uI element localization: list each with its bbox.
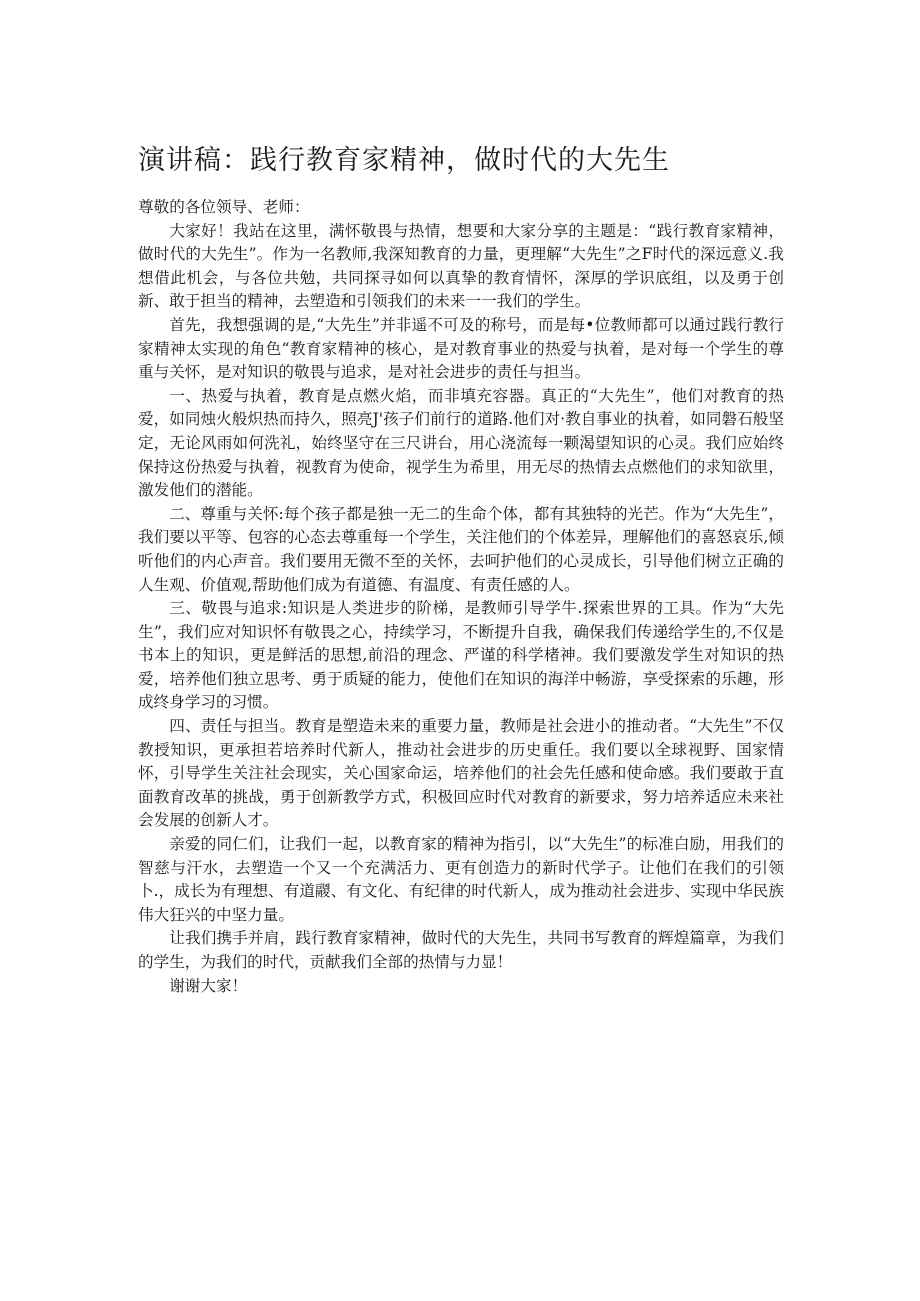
- paragraph-closing: 让我们携手并肩，践行教育家精神，做时代的大先生，共同书写教育的辉煌篇章，为我们的学生，为我们的时代，贡献我们全部的热情与力显！: [138, 929, 784, 971]
- paragraph-call-to-action: 亲爱的同仁们，让我们一起，以教育家的精神为指引，以“大先生”的标准白励，用我们的智慈与汗水，去塑造一个又一个充满活力、更有创造力的新时代学子。让他们在我们的引领卜.，成长为有理想、有道鬷、有文化、有纪律的时代新人，成为推动社会进步、实现中华民族伟大狂兴的中坚力量。: [138, 835, 784, 924]
- paragraph-section-three: 三、敬畏与追求:知识是人类进步的阶梯，是教师引导学牛.探索世界的工具。作为“大先生”，我们应对知识怀有敬畏之心，持续学习，不断提升自我，确保我们传递给学生的,不仅是书本上的知识，更是鲜活的思想,前沿的理念、严谨的科学楮神。我们要激发学生对知识的热爱，培养他们独立思考、勇于质疑的能力，使他们在知识的海洋中畅游，享受探索的乐趣，形成终身学习的习惯。: [138, 599, 784, 712]
- paragraph-thanks: 谢谢大家！: [169, 976, 248, 995]
- document-body: [138, 196, 784, 998]
- paragraph-section-one: 一、热爱与执着，教育是点燃火焰，而非填充容器。真正的“大先生”，他们对教育的热爱，如同烛火般炽热而持久，照亮J'孩子们前行的道路.他们对·教自事业的执着，如同磐石般坚定，无论风雨如何洗礼，始终坚守在三尺讲台，用心浇流每一颗渴望知识的心灵。我们应始终保持这份热爱与执着，视教育为使命，视学生为希里，用无尽的热情去点燃他们的求知欲里，激发他们的潜能。: [138, 386, 784, 500]
- document-title: 演讲稿：践行教育家精神，做时代的大先生: [138, 145, 670, 176]
- salutation: 尊敬的各位领导、老师：: [138, 198, 310, 216]
- paragraph-opening: 大家好！我站在这里，满怀敬畏与热情，想要和大家分享的主题是：“践行教育家精神，做时代的大先生”。作为一名教师,我深知教育的力量，更理解“大先生”之F时代的深远意义.我想借此机会，与各位共勉，共同探寻如何以真挚的教育情怀，深厚的学识底组，以及勇于创新、敢于担当的精神，去塑造和引领我们的未来一一我们的学生。: [138, 221, 784, 311]
- paragraph-section-two: 二、尊重与关怀:每个孩子都是独一无二的生命个体，都有其独特的光芒。作为“大先生”，我们要以平等、包容的心态去尊重每一个学生，关注他们的个体差异，理解他们的喜怒哀乐,倾听他们的内心声音。我们要用无微不至的关怀，去呵护他们的心灵成长，引导他们树立正确的人生观、价值观,帮助他们成为有道德、有温度、有责任感的人。: [138, 504, 784, 594]
- paragraph-first: 首先，我想强调的是,“大先生”并非遥不可及的称号，而是每•位教师都可以通过践行教行家精神太实现的角色“教育家精神的核心，是对教育事业的热爱与执着，是对每一个学生的尊重与关怀，是对知识的敬畏与追求，是对社会进步的责任与担当。: [138, 315, 784, 382]
- paragraph-section-four: 四、责任与担当。教育是塑造未来的重要力量，教师是社会进小的推动者。“大先生”不仅教授知识，更承担若培养时代新人，推动社会进步的历史重任。我们要以全球视野、国家情怀，引导学生关注社会现实，关心国家命运，培养他们的社会先任感和使命感。我们要敢于直面教育改革的挑战，勇于创新教学方式，积极回应时代对教育的新要求，努力培养适应未来社会发展的创新人才。: [138, 717, 784, 830]
